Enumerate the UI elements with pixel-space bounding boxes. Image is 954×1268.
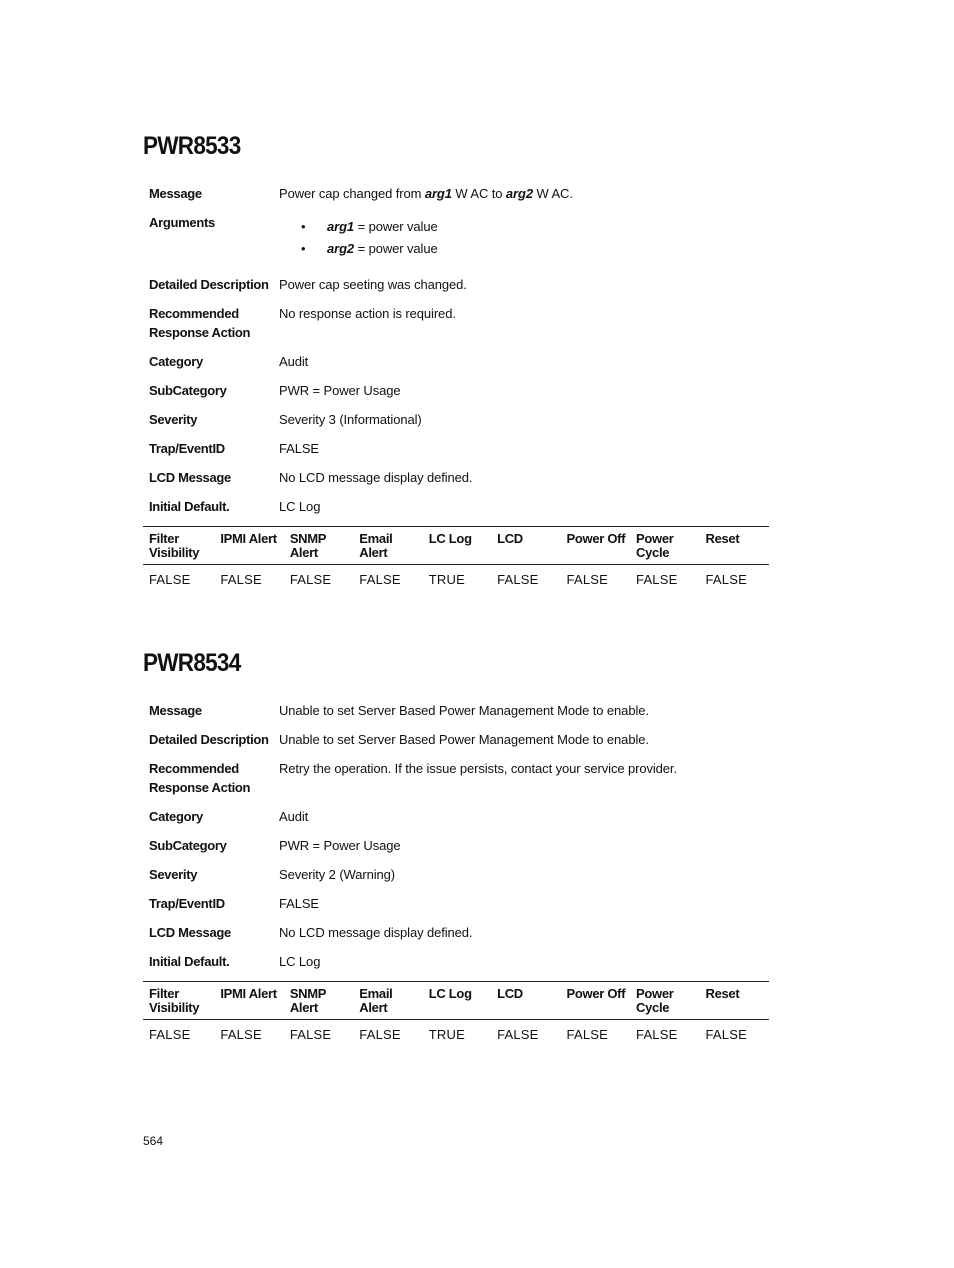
severity-row: [143, 410, 769, 429]
table-cell: FALSE: [705, 1027, 747, 1042]
arguments-label: Arguments: [149, 215, 215, 230]
field-label: Initial Default.: [149, 954, 230, 969]
field-value: No LCD message display defined.: [279, 470, 473, 485]
field-value: Retry the operation. If the issue persists, contact your service provider.: [279, 761, 677, 776]
arguments-row: [143, 213, 769, 259]
filter-table: [143, 526, 769, 589]
detailed-description-row: [143, 275, 769, 294]
field-value: LC Log: [279, 499, 321, 514]
message-label: Message: [149, 186, 202, 201]
detailed-description-row: [143, 730, 769, 749]
message-row: [143, 184, 769, 203]
recommended-action-row: [143, 304, 769, 342]
table-header: SNMP Alert: [289, 986, 326, 1015]
argument-desc: = power value: [354, 241, 438, 256]
message-text: W AC to: [451, 186, 506, 201]
field-label: Trap/EventID: [149, 896, 225, 911]
table-cell: FALSE: [359, 572, 401, 587]
message-label: Message: [149, 703, 202, 718]
field-label: Detailed Description: [149, 277, 269, 292]
field-value: Unable to set Server Based Power Management Mode to enable.: [279, 732, 649, 747]
field-value: Audit: [279, 354, 309, 369]
table-header: Filter Visibility: [149, 531, 200, 560]
table-cell: FALSE: [497, 1027, 539, 1042]
table-cell: FALSE: [566, 572, 609, 587]
table-row: [143, 1020, 769, 1045]
table-cell: TRUE: [428, 572, 465, 587]
initial-default-row: [143, 497, 769, 516]
category-row: [143, 807, 769, 826]
table-cell: FALSE: [636, 572, 678, 587]
table-header: IPMI Alert: [220, 531, 277, 546]
field-value: LC Log: [279, 954, 321, 969]
table-header: SNMP Alert: [289, 531, 326, 560]
table-header: Reset: [705, 531, 740, 546]
table-header-row: [143, 527, 769, 565]
table-cell: FALSE: [705, 572, 747, 587]
argument-item: [301, 217, 769, 237]
event-details: [143, 701, 769, 971]
field-label: LCD Message: [149, 925, 231, 940]
table-header: LCD: [497, 531, 523, 546]
table-header: LCD: [497, 986, 523, 1001]
table-header: LC Log: [428, 986, 472, 1001]
severity-row: [143, 865, 769, 884]
lcd-message-row: [143, 468, 769, 487]
page-number: 564: [143, 1134, 164, 1148]
field-label: SubCategory: [149, 838, 227, 853]
field-label: Severity: [149, 867, 198, 882]
field-value: PWR = Power Usage: [279, 838, 401, 853]
argument-name: arg1: [327, 219, 355, 234]
field-value: No LCD message display defined.: [279, 925, 473, 940]
field-label: Category: [149, 354, 203, 369]
field-label: Severity: [149, 412, 198, 427]
table-header: Filter Visibility: [149, 986, 200, 1015]
event-title: PWR8534: [143, 649, 241, 677]
table-header: Power Cycle: [636, 986, 674, 1015]
field-label: LCD Message: [149, 470, 231, 485]
table-header: Power Cycle: [636, 531, 674, 560]
trap-eventid-row: [143, 894, 769, 913]
table-cell: FALSE: [149, 572, 191, 587]
argument-item: [301, 239, 769, 259]
table-cell: FALSE: [359, 1027, 401, 1042]
table-row: [143, 565, 769, 590]
table-cell: FALSE: [636, 1027, 678, 1042]
recommended-action-row: [143, 759, 769, 797]
table-cell: FALSE: [289, 572, 332, 587]
field-value: Audit: [279, 809, 309, 824]
category-row: [143, 352, 769, 371]
table-cell: FALSE: [566, 1027, 609, 1042]
field-label: Initial Default.: [149, 499, 230, 514]
message-value: [279, 184, 769, 203]
arguments-value: [279, 213, 769, 259]
field-value: No response action is required.: [279, 306, 456, 321]
event-section-pwr8534: [143, 645, 769, 1044]
field-value: FALSE: [279, 441, 319, 456]
message-text: W AC.: [532, 186, 573, 201]
field-label: Recommended Response Action: [149, 761, 251, 795]
table-cell: FALSE: [289, 1027, 332, 1042]
table-header-row: [143, 982, 769, 1020]
message-text: Power cap changed from: [279, 186, 425, 201]
table-cell: FALSE: [497, 572, 539, 587]
table-header: LC Log: [428, 531, 472, 546]
table-header: Email Alert: [359, 986, 393, 1015]
table-cell: FALSE: [220, 572, 262, 587]
subcategory-row: [143, 836, 769, 855]
argument-desc: = power value: [354, 219, 438, 234]
table-header: Email Alert: [359, 531, 393, 560]
trap-eventid-row: [143, 439, 769, 458]
table-header: Power Off: [566, 986, 626, 1001]
table-header: IPMI Alert: [220, 986, 277, 1001]
lcd-message-row: [143, 923, 769, 942]
message-arg: arg1: [424, 186, 452, 201]
table-header: Power Off: [566, 531, 626, 546]
event-details: [143, 184, 769, 516]
message-row: [143, 701, 769, 720]
subcategory-row: [143, 381, 769, 400]
field-value: FALSE: [279, 896, 319, 911]
field-label: Category: [149, 809, 203, 824]
field-value: PWR = Power Usage: [279, 383, 401, 398]
field-label: Recommended Response Action: [149, 306, 251, 340]
field-label: Detailed Description: [149, 732, 269, 747]
argument-name: arg2: [327, 241, 355, 256]
arguments-list: [279, 217, 769, 259]
field-label: Trap/EventID: [149, 441, 225, 456]
event-section-pwr8533: [143, 128, 769, 589]
field-value: Severity 2 (Warning): [279, 867, 395, 882]
table-cell: TRUE: [428, 1027, 465, 1042]
message-value: Unable to set Server Based Power Management Mode to enable.: [279, 703, 649, 718]
event-title: PWR8533: [143, 132, 241, 160]
field-value: Severity 3 (Informational): [279, 412, 422, 427]
table-header: Reset: [705, 986, 740, 1001]
table-cell: FALSE: [220, 1027, 262, 1042]
initial-default-row: [143, 952, 769, 971]
field-label: SubCategory: [149, 383, 227, 398]
filter-table: [143, 981, 769, 1044]
message-arg: arg2: [505, 186, 533, 201]
field-value: Power cap seeting was changed.: [279, 277, 467, 292]
table-cell: FALSE: [149, 1027, 191, 1042]
